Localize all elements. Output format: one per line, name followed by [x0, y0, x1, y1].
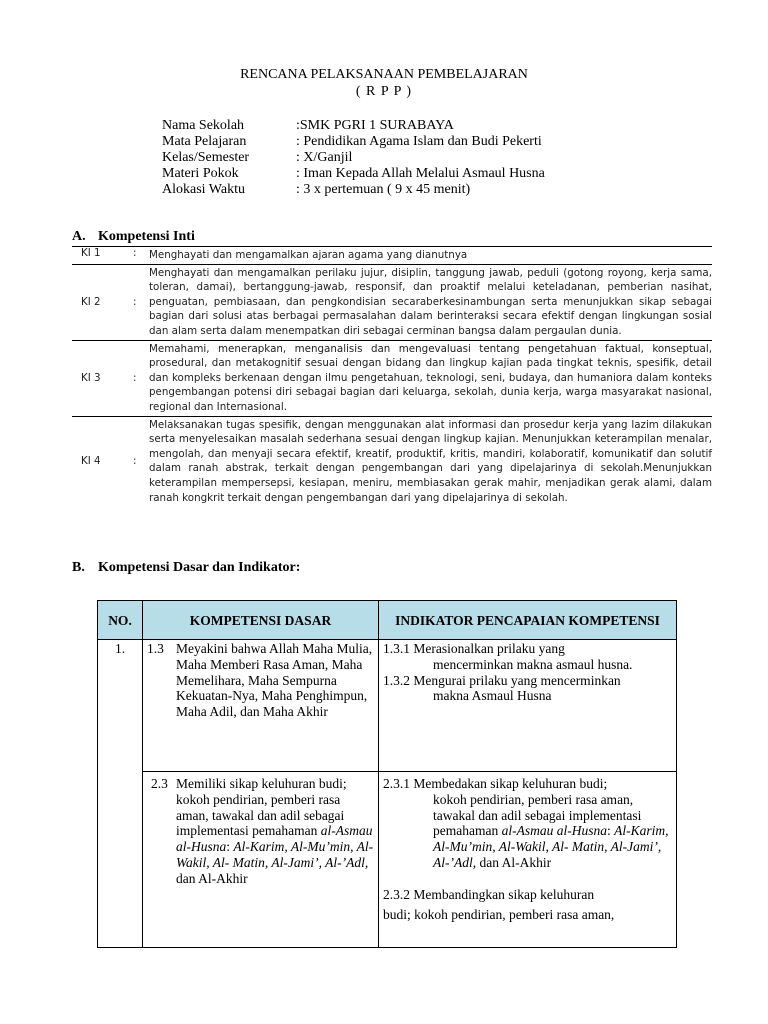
indikator-text-italic: Al-Karim, Al-Mu’min, Al-Wakil, Al- Matin, Al-Jami’, Al-’Adl, [433, 823, 669, 870]
kd-cell [143, 772, 379, 948]
indikator-number: 2.3.1 [383, 776, 410, 791]
info-value: : Pendidikan Agama Islam dan Budi Pekerti [296, 134, 542, 149]
indikator-item [383, 673, 672, 705]
indikator-text: Membandingkan sikap keluhuran [413, 886, 595, 902]
ki-text: Melaksanakan tugas spesifik, dengan menggunakan alat informasi dan prosedur kerja yang lazim dilakukan serta menyelesaikan masalah sederhana sesuai dengan lingkup kajian. Menunjukkan keterampilan menalar, mengolah, dan menyaji secara efektif, kreatif, produktif, kritis, mandiri, kolaboratif, komunikatif dan solutif dalam ranah abstrak, terkait dengan pengembangan dari yang dipelajarinya di sekolah.Menunjukkan keterampilan mempersepsi, kesiapan, meniru, membiasakan gerak mahir, menjadikan gerak alami, dalam ranah kongkrit terkait dengan pengembangan dari yang dipelajarinya di sekolah. [149, 418, 712, 504]
document-subtitle: ( R P P ) [355, 84, 413, 99]
ki-label: KI 1 [81, 247, 101, 259]
kd-text-plain: : [226, 839, 234, 855]
ki-text: Menghayati dan mengamalkan ajaran agama yang dianutnya [149, 249, 468, 261]
info-label: Kelas/Semester [162, 150, 250, 165]
kompetensi-inti-table [72, 246, 712, 506]
indikator-text-cont [383, 792, 672, 871]
header-no: NO. [98, 601, 143, 640]
header-kd: KOMPETENSI DASAR [143, 601, 379, 640]
indikator-text: Mengurai prilaku yang mencerminkan [413, 672, 621, 688]
indikator-text-plain: kokoh pendirian, pemberi rasa aman, tawakal dan adil sebagai implementasi pemahaman [433, 791, 642, 839]
table-row [98, 640, 677, 772]
ki-separator: : [133, 455, 137, 468]
ki-row [72, 265, 712, 341]
indikator-item [383, 641, 672, 673]
ki-separator: : [133, 247, 137, 259]
kd-item [147, 641, 374, 720]
indikator-text-plain: : [606, 823, 615, 839]
indikator-text-cont: makna Asmaul Husna [433, 688, 552, 704]
kd-text-italic: Al-Karim, Al-Mu’min, Al-Wakil, Al- Matin, Al-Jami’, Al-’Adl, [176, 839, 374, 870]
table-header-row [98, 601, 677, 640]
kd-text-plain: dan Al-Akhir [176, 870, 248, 886]
kd-text-plain: Memiliki sikap keluhuran budi; kokoh pendirian, pemberi rasa aman, tawakal dan adil sebagai implementasi pemahaman [176, 776, 347, 839]
kd-text: Meyakini bahwa Allah Maha Mulia, Maha Memberi Rasa Aman, Maha Memelihara, Maha Sempurna Kekuatan-Nya, Maha Penghimpun, Maha Adil, dan Maha Akhir [176, 641, 373, 720]
section-title: Kompetensi Inti [98, 229, 195, 244]
kompetensi-dasar-table [97, 600, 677, 948]
info-row-school [162, 118, 545, 134]
info-label: Materi Pokok [162, 166, 239, 181]
info-row-class [162, 150, 545, 166]
info-row-topic [162, 166, 545, 182]
indikator-number: 1.3.2 [383, 672, 410, 688]
kd-item [147, 776, 374, 887]
info-row-subject [162, 134, 545, 150]
indikator-number: 1.3.1 [383, 641, 410, 656]
indikator-text: Merasionalkan prilaku yang [413, 641, 565, 656]
ki-label: KI 4 [81, 455, 101, 468]
ki-row [72, 246, 712, 265]
info-label: Alokasi Waktu [162, 182, 245, 197]
kd-cell [143, 640, 379, 772]
indikator-text-cont: budi; kokoh pendirian, pemberi rasa aman, [383, 906, 615, 922]
indikator-text-cont: mencerminkan makna asmaul husna. [433, 656, 633, 672]
ki-label: KI 3 [81, 372, 101, 385]
section-letter: A. [72, 229, 86, 244]
ki-row [72, 417, 712, 507]
school-info [162, 118, 545, 198]
info-label: Nama Sekolah [162, 118, 245, 133]
info-label: Mata Pelajaran [162, 134, 247, 149]
indikator-text-plain: dan Al-Akhir [476, 854, 552, 870]
info-value: : 3 x pertemuan ( 9 x 45 menit) [296, 182, 471, 197]
section-title: Kompetensi Dasar dan Indikator: [98, 560, 301, 575]
row-number: 1. [98, 640, 143, 948]
indikator-item [383, 887, 672, 923]
indikator-cell [379, 640, 677, 772]
info-value: : X/Ganjil [296, 150, 353, 165]
section-b-heading [72, 560, 300, 576]
indikator-cell [379, 772, 677, 948]
info-row-time [162, 182, 545, 198]
info-value: :SMK PGRI 1 SURABAYA [296, 118, 454, 133]
kd-number: 2.3 [151, 776, 168, 791]
document-title: RENCANA PELAKSANAAN PEMBELAJARAN [240, 67, 528, 82]
kd-number: 1.3 [147, 641, 164, 656]
indikator-text-italic: al-Asmau al-Husna [501, 823, 607, 839]
section-a-heading [72, 229, 195, 245]
indikator-item [383, 776, 672, 871]
ki-label: KI 2 [81, 296, 101, 309]
table-row [98, 772, 677, 948]
section-letter: B. [72, 560, 85, 575]
ki-text: Menghayati dan mengamalkan perilaku jujur, disiplin, tanggung jawab, peduli (gotong royong, kerja sama, toleran, damai), bertanggung-jawab, responsif, dan proaktif melalui keteladanan, pemberian nasihat, penguatan, pembiasaan, dan pengkondisian secaraberkesinambungan serta menunjukkan sikap sebagai bagian dari solusi atas berbagai permasalahan dalam berinteraksi secara efektif dengan lingkungan sosial dan alam serta dalam menempatkan diri sebagai cerminan bangsa dalam pergaulan dunia. [149, 266, 712, 337]
info-value: : Iman Kepada Allah Melalui Asmaul Husna [296, 166, 545, 181]
ki-separator: : [133, 296, 137, 309]
kd-text [176, 776, 374, 887]
indikator-number: 2.3.2 [383, 886, 410, 902]
ki-text: Memahami, menerapkan, menganalisis dan mengevaluasi tentang pengetahuan faktual, konseptual, prosedural, dan metakognitif sesuai dengan bidang dan lingkup kajian pada tingkat teknis, spesifik, detail dan kompleks berkenaan dengan ilmu pengetahuan, teknologi, seni, budaya, dan humaniora dalam konteks pengembangan potensi diri sebagai bagian dari keluarga, sekolah, dunia kerja, warga masyarakat nasional, regional dan Internasional. [149, 342, 712, 413]
ki-separator: : [133, 372, 137, 385]
indikator-text: Membedakan sikap keluhuran budi; [413, 776, 608, 791]
ki-row [72, 341, 712, 417]
kd-text-italic: al-Asmau al-Husna [176, 823, 373, 855]
header-indikator: INDIKATOR PENCAPAIAN KOMPETENSI [379, 601, 677, 640]
